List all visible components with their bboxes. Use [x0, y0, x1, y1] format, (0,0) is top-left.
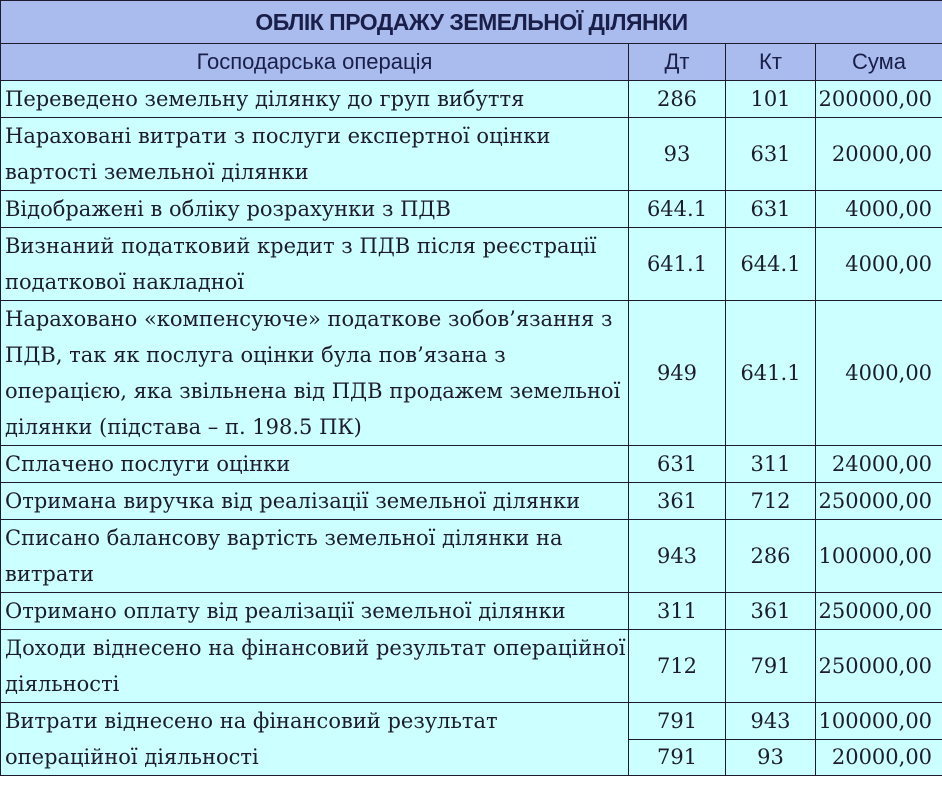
- amount-cell: 4000,00: [816, 301, 942, 446]
- operation-cell: Отримано оплату від реалізації земельної ділянки: [1, 593, 629, 630]
- credit-cell: 631: [726, 191, 816, 228]
- header-credit: Кт: [726, 44, 816, 81]
- amount-cell: 100000,00: [816, 703, 942, 740]
- table-body: [1, 81, 942, 776]
- credit-cell: 943: [726, 703, 816, 740]
- table-row: [1, 703, 942, 740]
- amount-cell: 250000,00: [816, 483, 942, 520]
- header-operation: Господарська операція: [1, 44, 629, 81]
- operation-cell: Доходи віднесено на фінансовий результат операційної діяльності: [1, 630, 629, 703]
- operation-cell: Визнаний податковий кредит з ПДВ після реєстрації податкової накладної: [1, 228, 629, 301]
- credit-cell: 311: [726, 446, 816, 483]
- amount-cell: 100000,00: [816, 520, 942, 593]
- debit-cell: 791: [629, 739, 726, 776]
- operation-cell: Списано балансову вартість земельної ділянки на витрати: [1, 520, 629, 593]
- debit-cell: 311: [629, 593, 726, 630]
- operation-cell: Нараховані витрати з послуги експертної оцінки вартості земельної ділянки: [1, 118, 629, 191]
- operation-cell: Переведено земельну ділянку до груп вибуття: [1, 81, 629, 118]
- debit-cell: 286: [629, 81, 726, 118]
- header-debit: Дт: [629, 44, 726, 81]
- debit-cell: 943: [629, 520, 726, 593]
- operation-cell: Відображені в обліку розрахунки з ПДВ: [1, 191, 629, 228]
- amount-cell: 250000,00: [816, 630, 942, 703]
- table-row: [1, 228, 942, 301]
- amount-cell: 200000,00: [816, 81, 942, 118]
- debit-cell: 631: [629, 446, 726, 483]
- debit-cell: 712: [629, 630, 726, 703]
- amount-cell: 20000,00: [816, 118, 942, 191]
- table-row: [1, 630, 942, 703]
- credit-cell: 631: [726, 118, 816, 191]
- amount-cell: 20000,00: [816, 739, 942, 776]
- debit-cell: 949: [629, 301, 726, 446]
- credit-cell: 93: [726, 739, 816, 776]
- table-row: [1, 81, 942, 118]
- debit-cell: 641.1: [629, 228, 726, 301]
- operation-cell: Витрати віднесено на фінансовий результат операційної діяльності: [1, 703, 629, 776]
- table-row: [1, 520, 942, 593]
- operation-cell: Отримана виручка від реалізації земельної ділянки: [1, 483, 629, 520]
- debit-cell: 644.1: [629, 191, 726, 228]
- amount-cell: 4000,00: [816, 191, 942, 228]
- credit-cell: 791: [726, 630, 816, 703]
- credit-cell: 361: [726, 593, 816, 630]
- table-title: ОБЛІК ПРОДАЖУ ЗЕМЕЛЬНОЇ ДІЛЯНКИ: [1, 1, 942, 44]
- operation-cell: Сплачено послуги оцінки: [1, 446, 629, 483]
- amount-cell: 24000,00: [816, 446, 942, 483]
- table-row: [1, 301, 942, 446]
- credit-cell: 101: [726, 81, 816, 118]
- table-row: [1, 446, 942, 483]
- table-row: [1, 593, 942, 630]
- amount-cell: 4000,00: [816, 228, 942, 301]
- debit-cell: 93: [629, 118, 726, 191]
- debit-cell: 361: [629, 483, 726, 520]
- table-row: [1, 483, 942, 520]
- credit-cell: 286: [726, 520, 816, 593]
- debit-cell: 791: [629, 703, 726, 740]
- amount-cell: 250000,00: [816, 593, 942, 630]
- table-row: [1, 191, 942, 228]
- credit-cell: 644.1: [726, 228, 816, 301]
- credit-cell: 641.1: [726, 301, 816, 446]
- operation-cell: Нараховано «компенсуюче» податкове зобов’язання з ПДВ, так як послуга оцінки була пов’язана з операцією, яка звільнена від ПДВ продажем земельної ділянки (підстава – п. 198.5 ПК): [1, 301, 629, 446]
- credit-cell: 712: [726, 483, 816, 520]
- table-row: [1, 118, 942, 191]
- header-amount: Сума: [816, 44, 942, 81]
